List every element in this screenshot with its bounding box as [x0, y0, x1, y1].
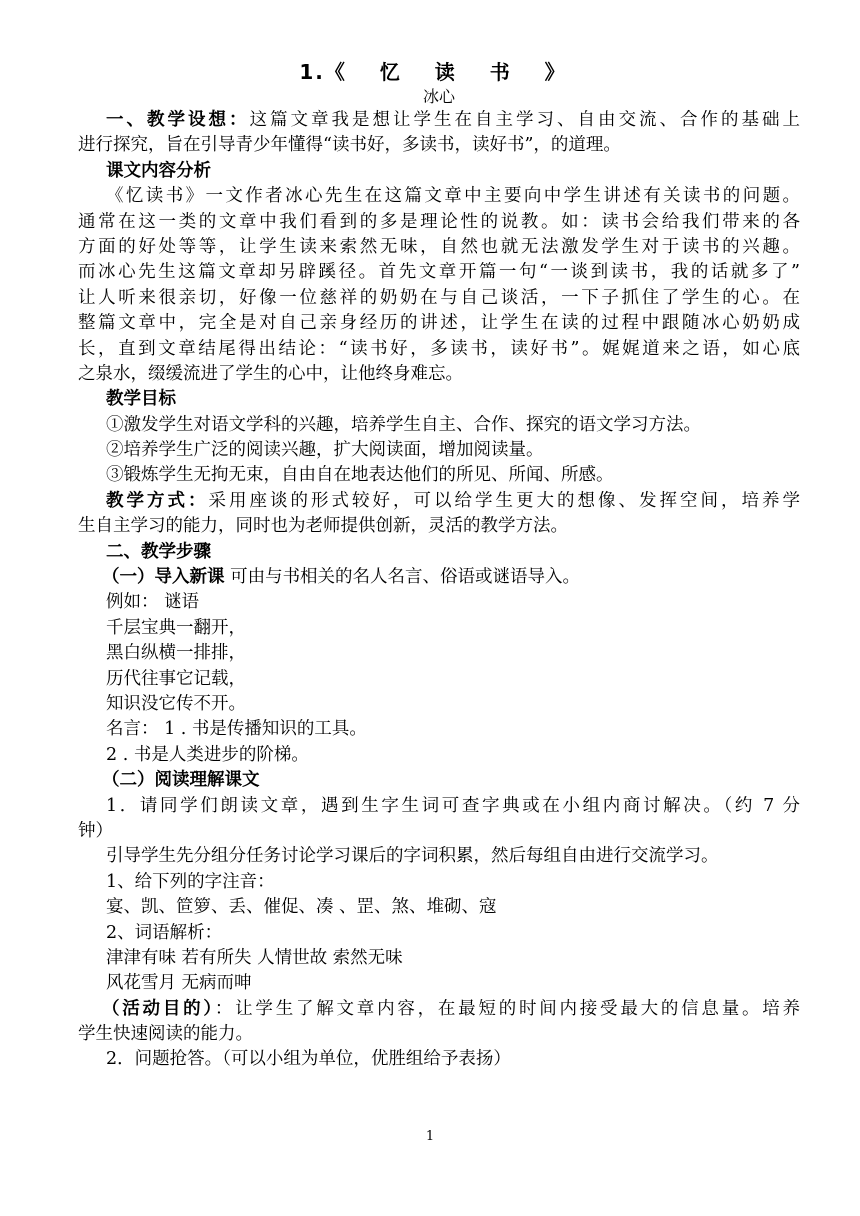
riddle-line-2: 黑白纵横一排排，: [106, 643, 246, 664]
purpose-line-1: [78, 997, 800, 1022]
analysis-line-7: 长，直到文章结尾得出结论：“读书好，多读书，读好书”。娓娓道来之语，如心底: [78, 338, 800, 359]
riddle-line-1: 千层宝典一翻开，: [106, 617, 246, 638]
author-name: 冰心: [422, 87, 455, 106]
purpose-line-2: 学生快速阅读的能力。: [78, 1024, 253, 1045]
reading-step-2: 引导学生先分组分任务讨论学习课后的字词积累，然后每组自由进行交流学习。: [106, 846, 719, 867]
question-step-2: 2．问题抢答。（可以小组为单位，优胜组给予表扬）: [106, 1049, 511, 1070]
phonetic-label: 1、给下列的字注音：: [106, 871, 275, 892]
goal-item-2: ②培养学生广泛的阅读兴趣，扩大阅读面，增加阅读量。: [106, 440, 544, 461]
reading-paren: （二）: [102, 770, 155, 791]
quote-line-1: 名言： 1 . 书是传播知识的工具。: [106, 719, 367, 740]
title-number: 1.: [299, 60, 325, 84]
riddle-line-3: 历代往事它记载，: [106, 668, 246, 689]
words-label: 2、词语解析：: [106, 922, 223, 943]
analysis-line-2: 通常在这一类的文章中我们看到的多是理论性的说教。如：读书会给我们带来的各: [78, 211, 800, 232]
steps-heading: 二、教学步骤: [106, 541, 211, 562]
teaching-idea-text-1: 这篇文章我是想让学生在自主学习、自由交流、合作的基础上: [249, 110, 800, 130]
phonetic-chars: 宴、凯、笸箩、丢、催促、凑 、罡、煞、堆砌、寇: [106, 897, 497, 918]
intro-line: [78, 565, 800, 590]
method-line-1: [78, 489, 800, 514]
intro-heading: 导入新课: [154, 567, 225, 588]
reading-step-1a: 1．请同学们朗读文章，遇到生字生词可查字典或在小组内商讨解决。（约 7 分: [106, 795, 800, 816]
goal-item-3: ③锻炼学生无拘无束，自由自在地表达他们的所见、所闻、所感。: [106, 465, 614, 486]
words-line-1: 津津有味 若有所失 人情世故 索然无味: [106, 947, 403, 968]
method-label: 教学方式：: [106, 490, 209, 511]
document-body: [78, 58, 800, 1073]
goal-item-1: ①激发学生对语文学科的兴趣，培养学生自主、合作、探究的语文学习方法。: [106, 414, 701, 435]
reading-heading: [78, 768, 800, 793]
words-line-2: 风花雪月 无病而呻: [106, 973, 252, 994]
analysis-line-4: 而冰心先生这篇文章却另辟蹊径。首先文章开篇一句“一谈到读书，我的话就多了”: [78, 262, 800, 283]
analysis-line-3: 方面的好处等等，让学生读来索然无味，自然也就无法激发学生对于读书的兴趣。: [78, 236, 800, 257]
analysis-line-5: 让人听来很亲切，好像一位慈祥的奶奶在与自己谈活，一下子抓住了学生的心。在: [78, 287, 800, 308]
analysis-line-1: 《忆读书》一文作者冰心先生在这篇文章中主要向中学生讲述有关读书的问题。: [106, 186, 800, 207]
reading-step-1b: 钟）: [78, 820, 113, 841]
purpose-label: （活动目的）: [102, 998, 215, 1019]
analysis-heading: 课文内容分析: [106, 160, 211, 181]
title-text: 《 忆 读 书 》: [324, 60, 579, 84]
reading-heading-text: 阅读理解课文: [154, 770, 260, 791]
quote-line-2: 2 . 书是人类进步的阶梯。: [106, 744, 309, 765]
analysis-line-8: 之泉水，缀缓流进了学生的心中，让他终身难忘。: [78, 363, 463, 384]
document-title: [78, 58, 800, 86]
purpose-text-1: ：让学生了解文章内容，在最短的时间内接受最大的信息量。培养: [214, 998, 801, 1019]
teaching-idea-line-1: [78, 108, 800, 133]
teaching-idea-line-2: 进行探究，旨在引导青少年懂得“读书好，多读书，读好书”，的道理。: [78, 135, 621, 156]
intro-text: 可由与书相关的名人名言、俗语或谜语导入。: [224, 567, 581, 588]
analysis-line-6: 整篇文章中，完全是对自己亲身经历的讲述，让学生在读的过程中跟随冰心奶奶成: [78, 313, 800, 334]
teaching-idea-label: 一、教学设想：: [106, 110, 250, 130]
method-text-1: 采用座谈的形式较好，可以给学生更大的想像、发挥空间，培养学: [208, 490, 800, 511]
riddle-label: 例如： 谜语: [106, 592, 200, 613]
riddle-line-4: 知识没它传不开。: [106, 693, 246, 714]
goals-heading: 教学目标: [106, 389, 176, 410]
method-line-2: 生自主学习的能力，同时也为老师提供创新，灵活的教学方法。: [78, 516, 568, 537]
page-number: 1: [425, 1129, 435, 1144]
intro-paren: （一）: [102, 567, 155, 588]
